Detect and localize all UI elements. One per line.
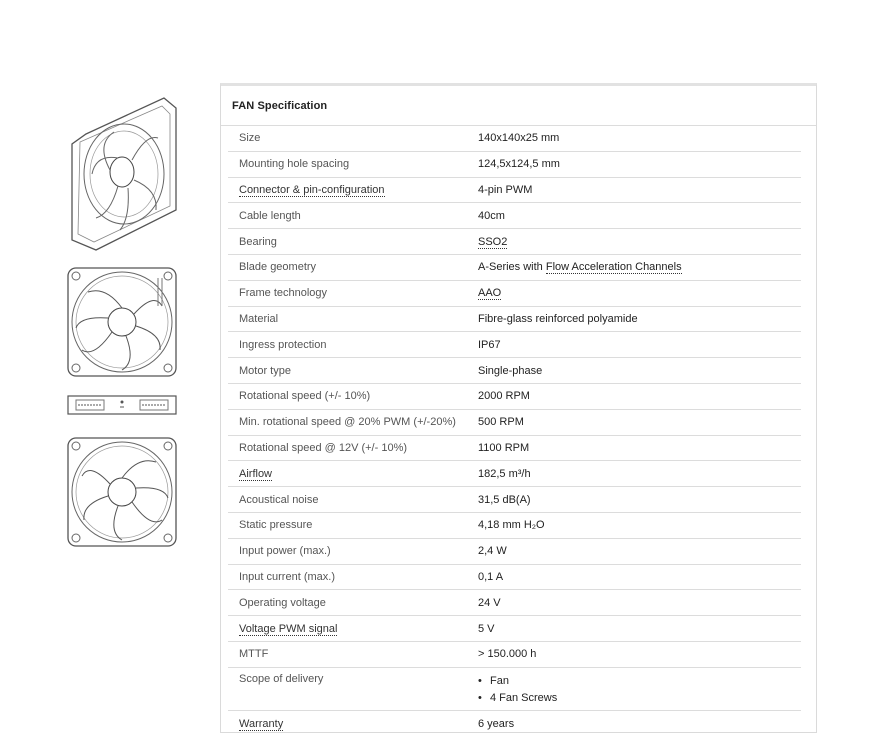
- spec-label-text: Input current (max.): [239, 570, 335, 583]
- spec-row: [228, 711, 801, 737]
- spec-label-text: Ingress protection: [239, 338, 327, 351]
- spec-label-text: Material: [239, 312, 279, 325]
- spec-value-text: 5 V: [478, 622, 495, 635]
- spec-value: [478, 494, 801, 506]
- spec-label-text: Size: [239, 132, 261, 145]
- spec-label-text: Scope of delivery: [239, 672, 324, 685]
- spec-row: [228, 332, 801, 358]
- spec-value: [478, 545, 801, 557]
- spec-value: [478, 416, 801, 428]
- spec-label-text: Min. rotational speed @ 20% PWM (+/-20%): [239, 416, 456, 429]
- spec-table: [228, 126, 801, 737]
- spec-label: [228, 519, 478, 531]
- spec-value-prefix: A-Series with: [478, 261, 546, 274]
- spec-row: [228, 565, 801, 591]
- spec-label: [228, 339, 478, 351]
- spec-value-text: IP67: [478, 338, 501, 351]
- spec-label: [228, 184, 478, 196]
- spec-label: [228, 597, 478, 609]
- spec-label: [228, 673, 478, 685]
- spec-value: [478, 718, 801, 730]
- spec-label: [228, 365, 478, 377]
- spec-label-link[interactable]: Airflow: [239, 467, 273, 480]
- spec-value-text: 140x140x25 mm: [478, 132, 560, 145]
- spec-row: [228, 358, 801, 384]
- spec-value: [478, 519, 801, 531]
- spec-value: [478, 236, 801, 248]
- spec-label: [228, 210, 478, 222]
- spec-label: [228, 313, 478, 325]
- spec-value-text: 6 years: [478, 717, 515, 730]
- spec-value-text: 124,5x124,5 mm: [478, 158, 560, 171]
- spec-row: [228, 461, 801, 487]
- spec-label-link[interactable]: Connector & pin-configuration: [239, 183, 385, 196]
- spec-panel: [220, 83, 817, 733]
- spec-value: [478, 571, 801, 583]
- spec-value-link[interactable]: AAO: [478, 287, 502, 300]
- spec-value: [478, 313, 801, 325]
- spec-value-text: 0,1 A: [478, 570, 504, 583]
- spec-row: [228, 281, 801, 307]
- spec-value: [478, 132, 801, 144]
- fan-rear-thumbnail[interactable]: [66, 436, 178, 548]
- spec-row: [228, 152, 801, 178]
- spec-value-text: 500 RPM: [478, 416, 524, 429]
- spec-row: [228, 487, 801, 513]
- spec-value: [478, 184, 801, 196]
- spec-row: [228, 384, 801, 410]
- spec-label: [228, 545, 478, 557]
- spec-label-text: MTTF: [239, 648, 269, 661]
- spec-value-text: 1100 RPM: [478, 441, 530, 454]
- spec-label-text: Bearing: [239, 235, 277, 248]
- spec-value: [478, 261, 801, 273]
- spec-value: [478, 673, 801, 707]
- spec-label: [228, 623, 478, 635]
- fan-isometric-thumbnail[interactable]: [66, 94, 182, 254]
- spec-value-link[interactable]: SSO2: [478, 235, 508, 248]
- spec-label: [228, 287, 478, 299]
- delivery-item: • Fan: [478, 673, 801, 690]
- spec-value-text: Single-phase: [478, 364, 543, 377]
- spec-row: [228, 436, 801, 462]
- spec-label: [228, 494, 478, 506]
- spec-row: [228, 539, 801, 565]
- spec-value: [478, 210, 801, 222]
- fan-side-thumbnail[interactable]: [66, 394, 178, 416]
- spec-value-text: > 150.000 h: [478, 648, 537, 661]
- spec-row: [228, 307, 801, 333]
- spec-value: [478, 623, 801, 635]
- spec-label-text: Operating voltage: [239, 596, 326, 609]
- spec-value-text: 4-pin PWM: [478, 183, 533, 196]
- spec-label: [228, 648, 478, 660]
- spec-label-text: Rotational speed @ 12V (+/- 10%): [239, 441, 408, 454]
- spec-value-text: 4,18 mm H₂O: [478, 519, 545, 532]
- spec-row: [228, 229, 801, 255]
- spec-row: [228, 203, 801, 229]
- spec-label-text: Mounting hole spacing: [239, 158, 350, 171]
- spec-value-text: 2000 RPM: [478, 390, 530, 403]
- spec-value-text: 2,4 W: [478, 545, 507, 558]
- delivery-list: [478, 673, 801, 707]
- spec-label-text: Rotational speed (+/- 10%): [239, 390, 371, 403]
- spec-value-text: 40cm: [478, 209, 505, 222]
- spec-label: [228, 571, 478, 583]
- spec-row: [228, 126, 801, 152]
- spec-value-text: 24 V: [478, 596, 501, 609]
- spec-label: [228, 718, 478, 730]
- spec-value: [478, 648, 801, 660]
- spec-row: [228, 616, 801, 642]
- spec-value: [478, 468, 801, 480]
- spec-row: [228, 642, 801, 668]
- spec-value: [478, 158, 801, 170]
- spec-label: [228, 442, 478, 454]
- spec-label-text: Cable length: [239, 209, 301, 222]
- spec-label: [228, 390, 478, 402]
- spec-label: [228, 158, 478, 170]
- spec-label-text: Frame technology: [239, 287, 328, 300]
- spec-label: [228, 236, 478, 248]
- spec-row: [228, 178, 801, 204]
- spec-value: [478, 339, 801, 351]
- spec-value: [478, 442, 801, 454]
- spec-label-link[interactable]: Warranty: [239, 717, 284, 730]
- spec-label-text: Motor type: [239, 364, 291, 377]
- spec-value-text: 31,5 dB(A): [478, 493, 531, 506]
- spec-label-link[interactable]: Voltage PWM signal: [239, 622, 338, 635]
- spec-label-text: Input power (max.): [239, 545, 331, 558]
- fan-front-thumbnail[interactable]: [66, 266, 178, 378]
- spec-value: [478, 390, 801, 402]
- spec-row: [228, 668, 801, 711]
- spec-label-text: Blade geometry: [239, 261, 317, 274]
- spec-row: [228, 410, 801, 436]
- spec-value-text: Fibre-glass reinforced polyamide: [478, 312, 638, 325]
- spec-row: [228, 513, 801, 539]
- spec-value: [478, 597, 801, 609]
- spec-label: [228, 468, 478, 480]
- spec-label: [228, 416, 478, 428]
- spec-value-link[interactable]: Flow Acceleration Channels: [545, 261, 682, 274]
- spec-row: [228, 255, 801, 281]
- delivery-item: • 4 Fan Screws: [478, 690, 801, 707]
- spec-row: [228, 590, 801, 616]
- spec-label: [228, 261, 478, 273]
- spec-label-text: Static pressure: [239, 519, 313, 532]
- spec-value-text: 182,5 m³/h: [478, 467, 531, 480]
- spec-value: [478, 287, 801, 299]
- spec-label-text: Acoustical noise: [239, 493, 319, 506]
- spec-value: [478, 365, 801, 377]
- spec-label: [228, 132, 478, 144]
- panel-title: FAN Specification: [232, 100, 328, 112]
